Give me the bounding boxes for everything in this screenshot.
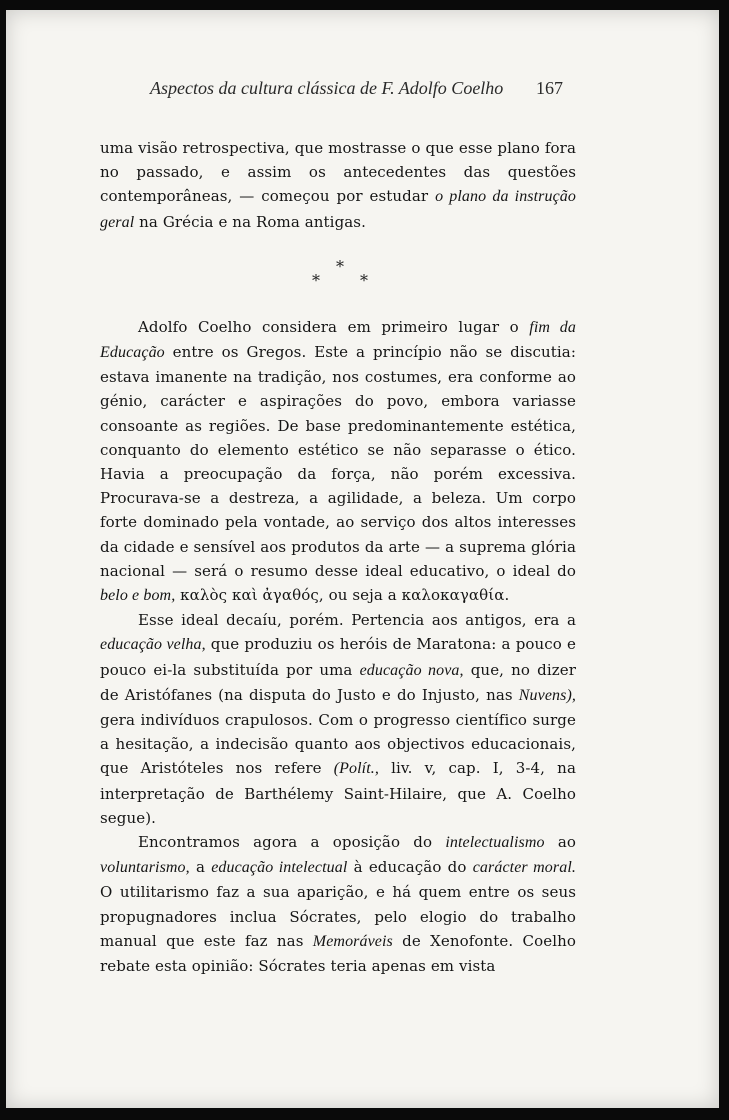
asterisk: * [312, 270, 321, 290]
page-header [6, 78, 719, 104]
page-number: 167 [536, 78, 563, 98]
paragraph-3: Esse ideal decaíu, porém. Pertencia aos antigos, era a educação velha, que produziu os heróis de Maratona: a pouco e pouco ei-la substituída por uma educação nova, que, no dizer de Aristófanes (na disputa do Justo e do Injusto, nas Nuvens), gera indivíduos crapulosos. Com o progresso científico surge a hesitação, a indecisão quanto aos objectivos educacionais, que Aristóteles nos refere (Polít., liv. v, cap. I, 3-4, na interpretação de Barthélemy Saint-Hilaire, que A. Coelho segue). [100, 611, 576, 827]
paragraph-2: Adolfo Coelho considera em primeiro lugar o fim da Educação entre os Gregos. Este a princípio não se discutia: estava imanente na tradição, nos costumes, era conforme ao génio, carácter e aspirações do povo, embora variasse consoante as regiões. De base predominantemente estética, conquanto do elemento estético se não separasse o ético. Havia a preocupação da força, não porém excessiva. Procurava-se a destreza, a agilidade, a beleza. Um corpo forte dominado pela vontade, ao serviço dos altos interesses da cidade e sensível aos produtos da arte — a suprema glória nacional — será o resumo desse ideal educativo, o ideal do belo e bom, καλὸς καὶ ἀγαθός, ou seja a καλοκαγαθία. [100, 317, 577, 605]
paragraph-1: uma visão retrospectiva, que mostrasse o que esse plano fora no passado, e assim os antecedentes das questões contemporâneas, — começou por estudar o plano da instrução geral na Grécia e na Roma antigas. [100, 139, 577, 231]
book-page [6, 10, 719, 1108]
paragraph-4: Encontramos agora a oposição do intelectualismo ao voluntarismo, a educação intelectual à educação do carácter moral. O utilitarismo faz a sua aparição, e há quem entre os seus propugnadores inclua Sócrates, pelo elogio do trabalho manual que este faz nas Memoráveis de Xenofonte. Coelho rebate esta opinião: Sócrates teria apenas em vista [100, 833, 576, 976]
asterisk: * [336, 256, 345, 276]
running-title: Aspectos da cultura clássica de F. Adolfo Coelho [150, 78, 504, 98]
section-break-asterism [100, 235, 576, 315]
body-text [100, 136, 576, 978]
asterisk: * [360, 270, 369, 290]
